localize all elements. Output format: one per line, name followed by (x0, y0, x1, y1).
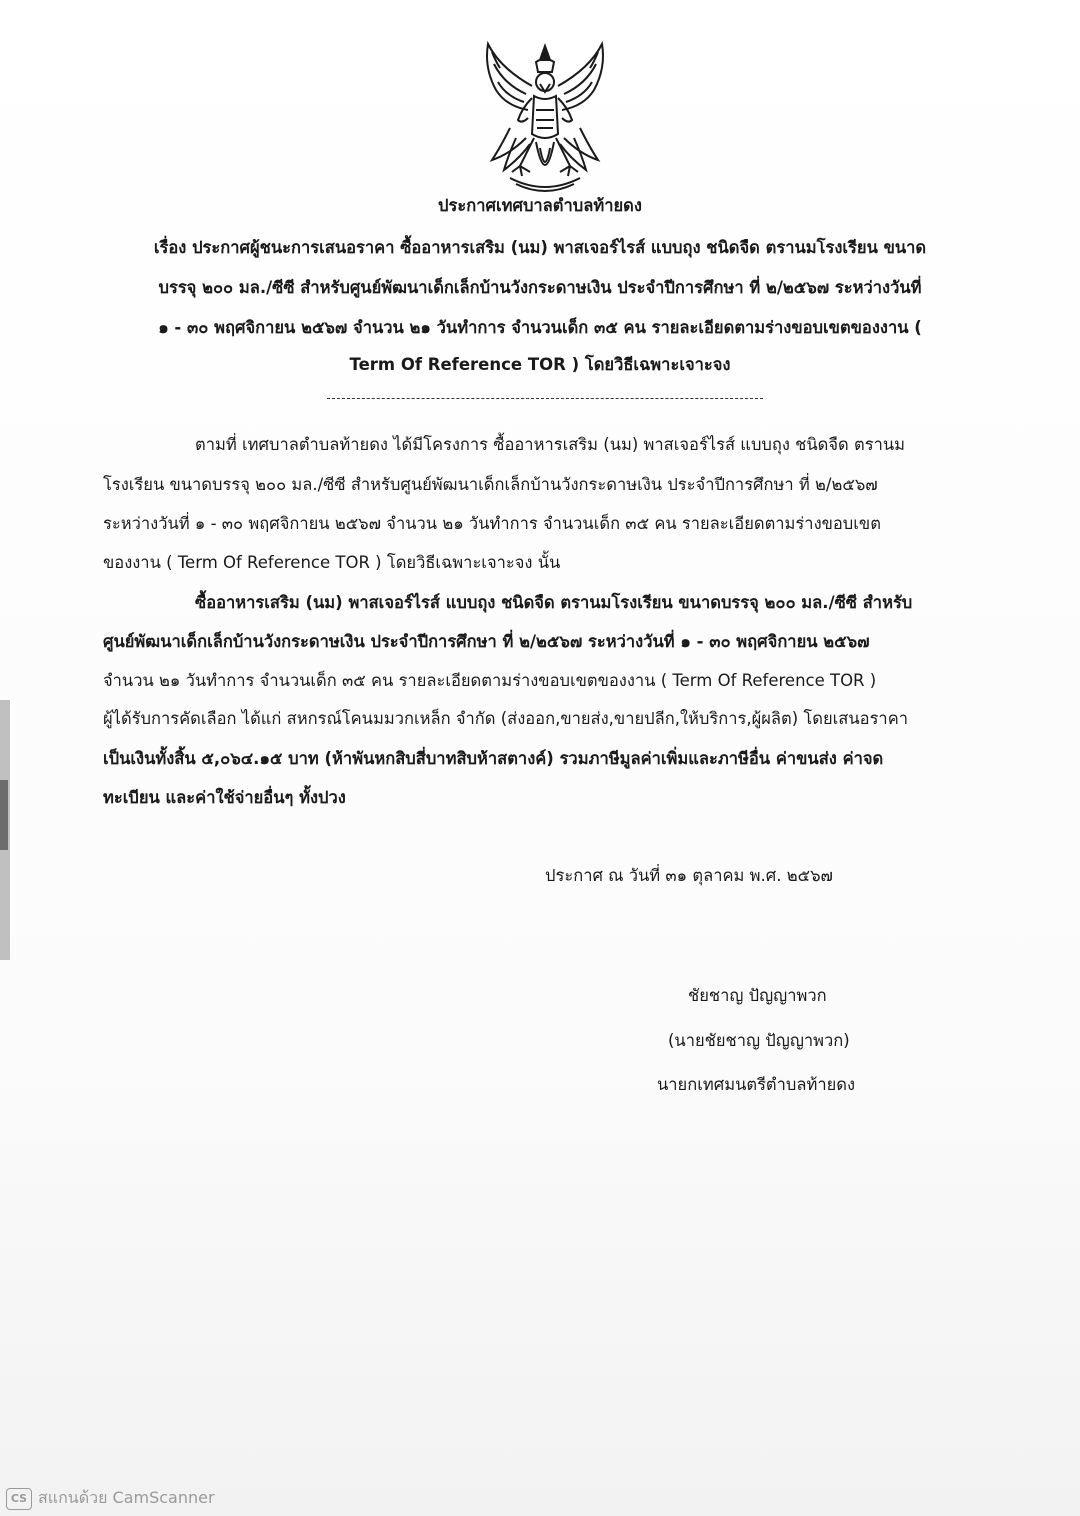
para1-line-1: ตามที่ เทศบาลตำบลท้ายดง ได้มีโครงการ ซื้ออาหารเสริม (นม) พาสเจอร์ไรส์ แบบถุง ชนิดจืด ตรานม (195, 435, 905, 454)
para1-line-4: ของงาน ( Term Of Reference TOR ) โดยวิธีเฉพาะเจาะจง นั้น (103, 553, 561, 572)
para2-line-3: จำนวน ๒๑ วันทำการ จำนวนเด็ก ๓๕ คน รายละเอียดตามร่างขอบเขตของงาน ( Term Of Reference TOR ) (103, 671, 877, 690)
camscanner-logo-icon: CS (6, 1488, 32, 1510)
para2-line-1: ซื้ออาหารเสริม (นม) พาสเจอร์ไรส์ แบบถุง ชนิดจืด ตรานมโรงเรียน ขนาดบรรจุ ๒๐๐ มล./ซีซี สำหรับ (195, 593, 913, 612)
para1-line-2: โรงเรียน ขนาดบรรจุ ๒๐๐ มล./ซีซี สำหรับศูนย์พัฒนาเด็กเล็กบ้านวังกระดาษเงิน ประจำปีการศึกษา ที่ ๒/๒๕๖๗ (103, 475, 878, 494)
document-title: ประกาศเทศบาลตำบลท้ายดง (438, 196, 642, 215)
separator-line (327, 398, 763, 399)
signed-name: ชัยชาญ ปัญญาพวก (688, 986, 827, 1005)
garuda-emblem-icon (470, 38, 620, 193)
announcement-date: ประกาศ ณ วันที่ ๓๑ ตุลาคม พ.ศ. ๒๕๖๗ (545, 866, 833, 885)
camscanner-text: สแกนด้วย CamScanner (38, 1488, 215, 1507)
scan-edge-mark (0, 780, 8, 850)
para2-line-4: ผู้ได้รับการคัดเลือก ได้แก่ สหกรณ์โคนมมวกเหล็ก จำกัด (ส่งออก,ขายส่ง,ขายปลีก,ให้บริการ,ผู้ผลิต) โดยเสนอราคา (103, 709, 908, 728)
signer-full-name: (นายชัยชาญ ปัญญาพวก) (668, 1031, 850, 1050)
para2-line-6: ทะเบียน และค่าใช้จ่ายอื่นๆ ทั้งปวง (103, 788, 346, 807)
para2-line-2: ศูนย์พัฒนาเด็กเล็กบ้านวังกระดาษเงิน ประจำปีการศึกษา ที่ ๒/๒๕๖๗ ระหว่างวันที่ ๑ - ๓๐ พฤศจิกายน ๒๕๖๗ (103, 632, 870, 651)
subject-line-4: Term Of Reference TOR ) โดยวิธีเฉพาะเจาะจง (349, 355, 731, 374)
para2-line-5: เป็นเงินทั้งสิ้น ๕,๐๖๔.๑๕ บาท (ห้าพันหกสิบสี่บาทสิบห้าสตางค์) รวมภาษีมูลค่าเพิ่มและภาษีอื่น ค่าขนส่ง ค่าจด (103, 749, 884, 768)
camscanner-watermark (6, 1486, 215, 1511)
subject-line-2: บรรจุ ๒๐๐ มล./ซีซี สำหรับศูนย์พัฒนาเด็กเล็กบ้านวังกระดาษเงิน ประจำปีการศึกษา ที่ ๒/๒๕๖๗ ระหว่างวันที่ (158, 278, 922, 297)
subject-line-3: ๑ - ๓๐ พฤศจิกายน ๒๕๖๗ จำนวน ๒๑ วันทำการ จำนวนเด็ก ๓๕ คน รายละเอียดตามร่างขอบเขตของงาน ( (158, 318, 922, 337)
para1-line-3: ระหว่างวันที่ ๑ - ๓๐ พฤศจิกายน ๒๕๖๗ จำนวน ๒๑ วันทำการ จำนวนเด็ก ๓๕ คน รายละเอียดตามร่างขอบเขต (103, 514, 881, 533)
signer-position: นายกเทศมนตรีตำบลท้ายดง (657, 1075, 856, 1094)
subject-line-1: เรื่อง ประกาศผู้ชนะการเสนอราคา ซื้ออาหารเสริม (นม) พาสเจอร์ไรส์ แบบถุง ชนิดจืด ตรานมโรงเรียน ขนาด (153, 238, 927, 257)
